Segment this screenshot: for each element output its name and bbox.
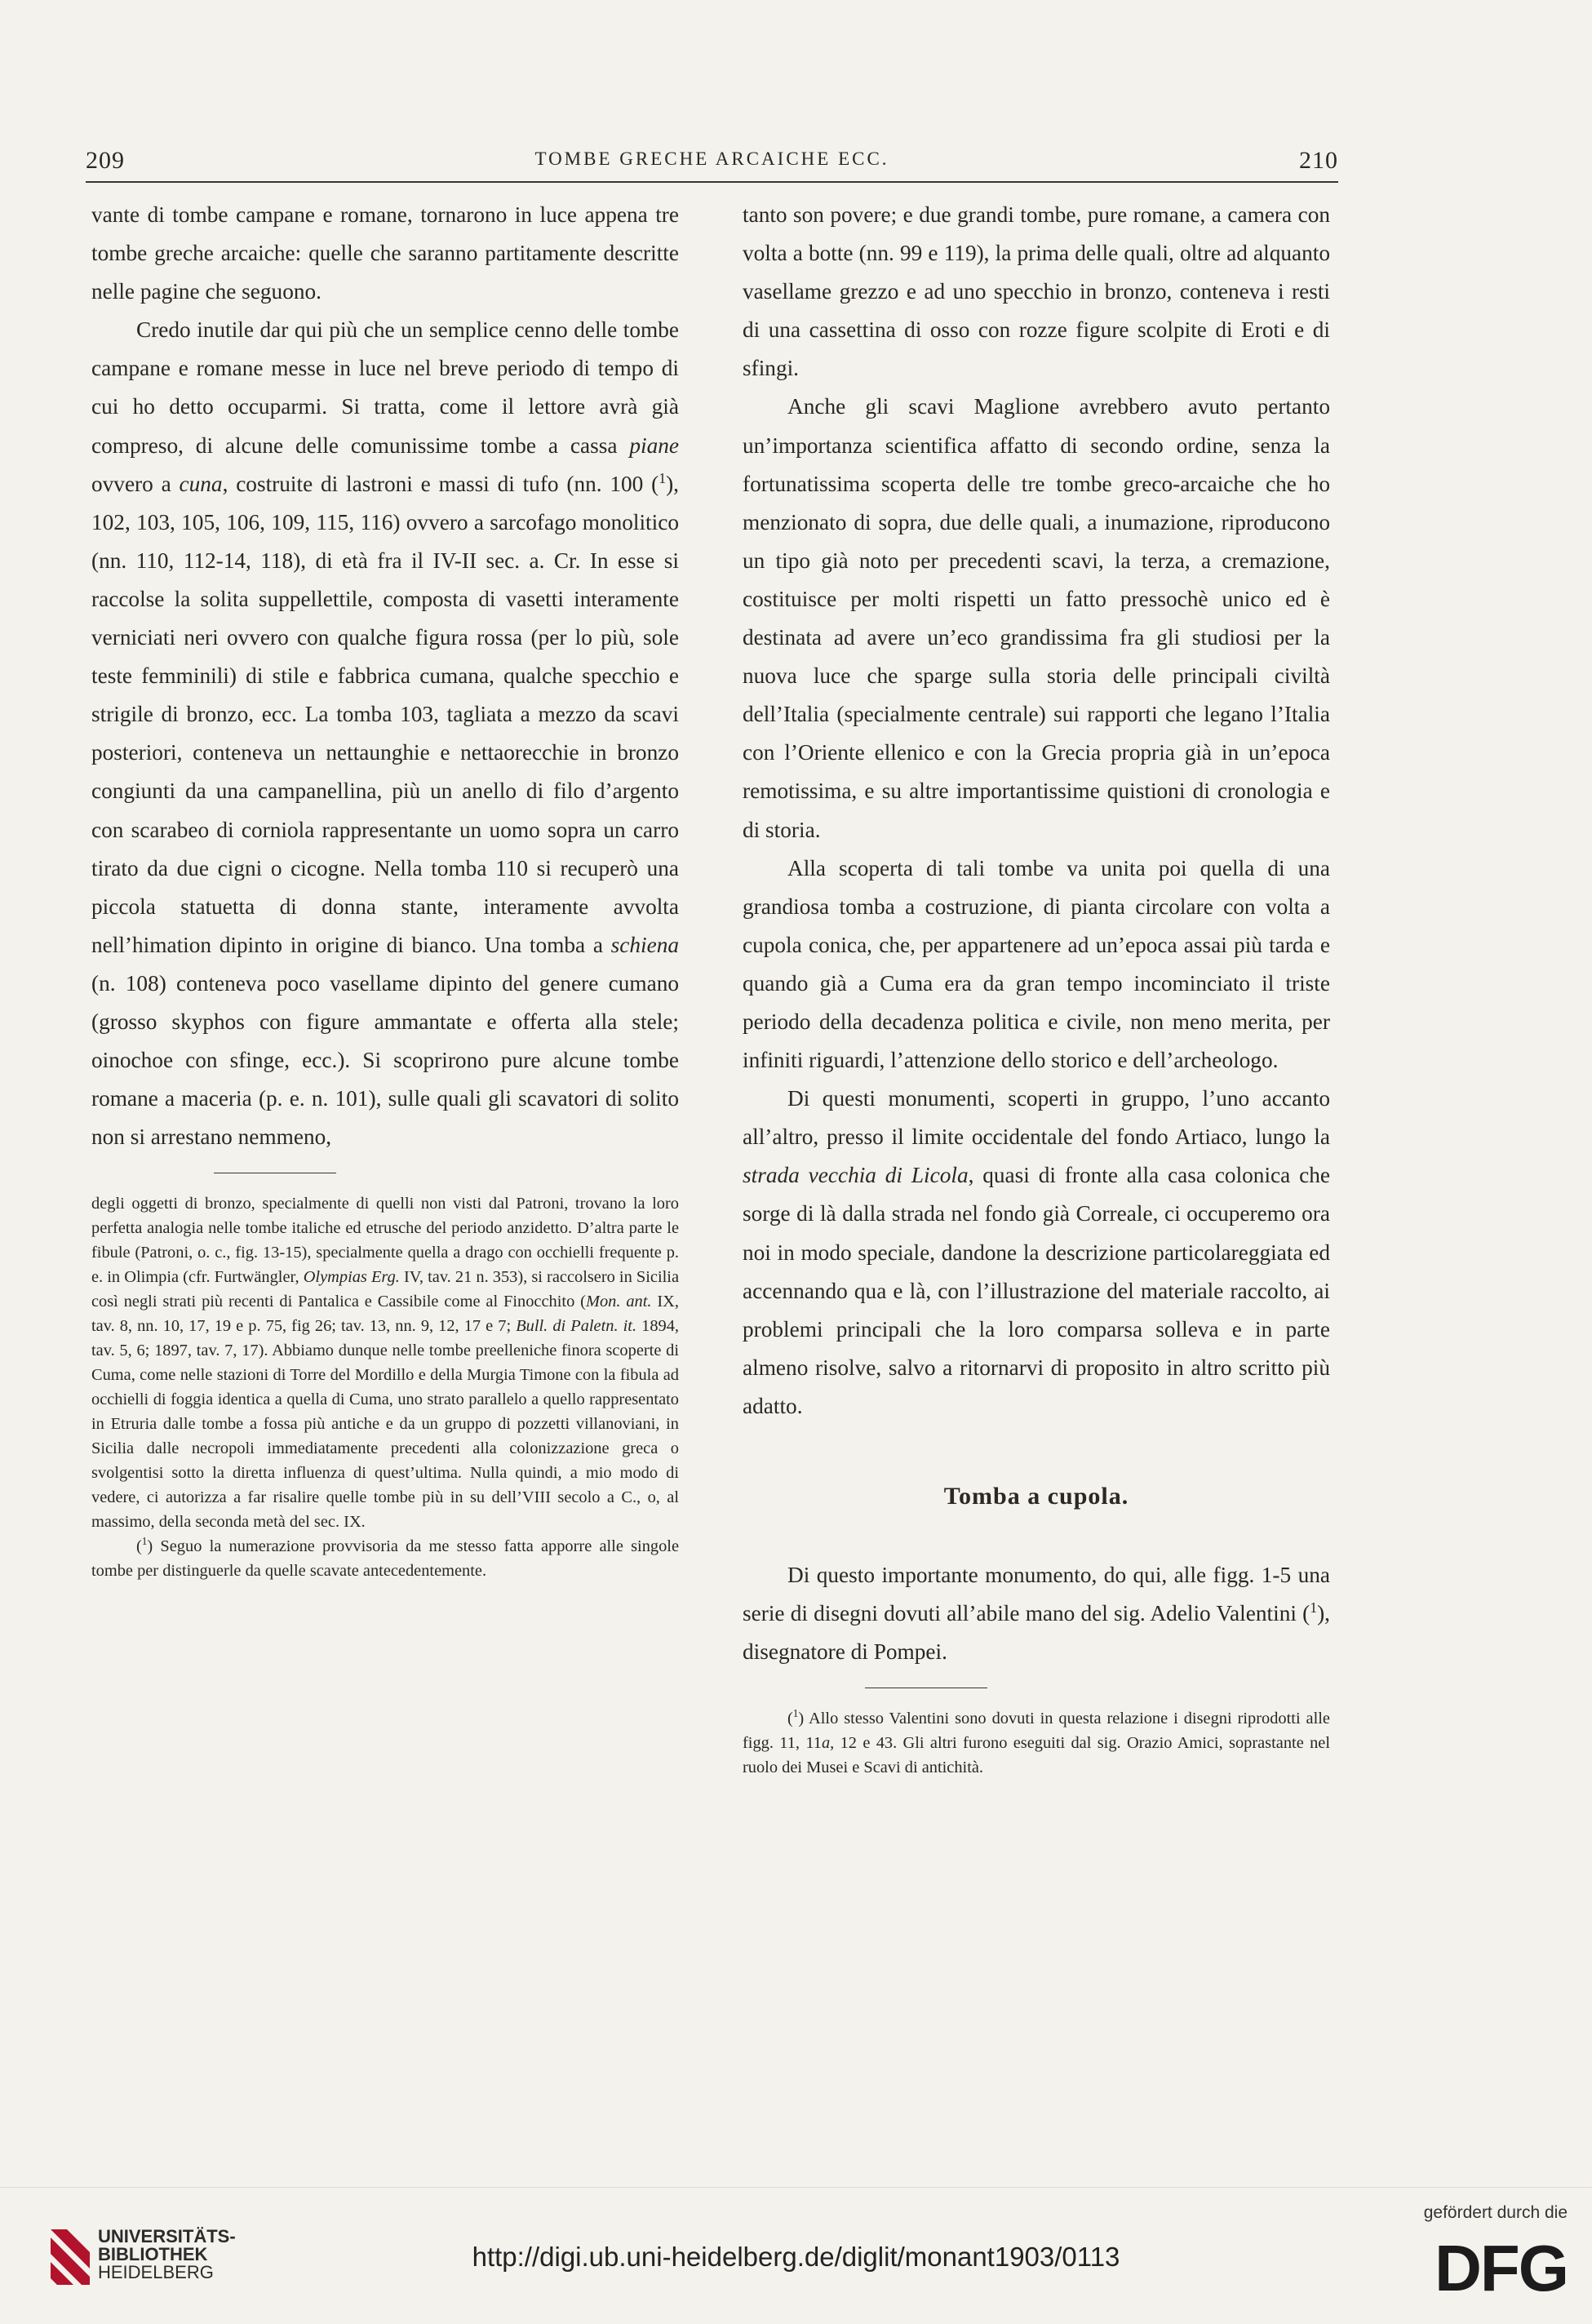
- permalink-url[interactable]: http://digi.ub.uni-heidelberg.de/diglit/monant1903/0113: [472, 2242, 1120, 2272]
- right-column: [743, 196, 1330, 1780]
- dfg-logo: DFG: [1435, 2232, 1568, 2304]
- right-paragraph-5: Di questo importante monumento, do qui, alle figg. 1-5 una serie di disegni dovuti all’abile mano del sig. Adelio Valentini ($^1$), disegnatore di Pompei.: [743, 1563, 1330, 1665]
- section-heading: Tomba a cupola.: [943, 1483, 1129, 1510]
- footnote-right: ($^1$) Allo stesso Valentini sono dovuti in questa relazione i disegni riprodotti alle figg. 11, 11a, 12 e 43. Gli altri furono eseguiti dal sig. Orazio Amici, soprastante nel ruolo dei Musei e Scavi di antichità.: [743, 1707, 1330, 1777]
- left-column: [91, 196, 679, 1583]
- right-paragraph-1: tanto son povere; e due grandi tombe, pure romane, a camera con volta a botte (nn. 99 e 119), la prima delle quali, oltre ad alquanto vasellame grezzo e ad uno specchio in bronzo, conteneva i resti di una cassettina di osso con rozze figure scolpite di Eroti e di sfingi.: [743, 202, 1330, 381]
- left-paragraph-2: Credo inutile dar qui più che un semplice cenno delle tombe campane e romane messe in luce nel breve periodo di tempo di cui ho detto occuparmi. Si tratta, come il lettore avrà già compreso, di alcune delle comunissime tombe a cassa piane ovvero a cuna, costruite di lastroni e massi di tufo (nn. 100 ($^1$), 102, 103, 105, 106, 109, 115, 116) ovvero a sarcofago monolitico (nn. 110, 112-14, 118), di età fra il IV-II sec. a. Cr. In esse si raccolse la solita suppellettile, composta di vasetti interamente verniciati neri ovvero con qualche figura rossa (per lo più, sole teste femminili) di stile e fabbrica cumana, qualche specchio e strigile di bronzo, ecc. La tomba 103, tagliata a mezzo da scavi posteriori, conteneva un nettaunghie e nettaorecchie in bronzo congiunti da una campanellina, più un anello di filo d’argento con scarabeo di corniola rappresentante un uomo sopra un carro tirato da due cigni o cicogne. Nella tomba 110 si recuperò una piccola statuetta di donna stante, interamente avvolta nell’himation dipinto in origine di bianco. Una tomba a schiena (n. 108) conteneva poco vasellame dipinto del genere cumano (grosso skyphos con figure ammantate e offerta alla stele; oinochoe con sfinge, ecc.). Si scoprirono pure alcune tombe romane a maceria (p. e. n. 101), sulle quali gli scavatori di solito non si arrestano nemmeno,: [91, 317, 679, 1150]
- footnote-1: ($^1$) Seguo la numerazione provvisoria da me stesso fatta apporre alle singole tombe per distinguerle da quelle scavate antecedentemente.: [91, 1535, 679, 1581]
- right-paragraph-3: Alla scoperta di tali tombe va unita poi quella di una grandiosa tomba a costruzione, di pianta circolare con volta a cupola conica, che, per appartenere ad un’epoca assai più tarda e quando già a Cuma era da gran tempo incominciato il triste periodo della decadenza politica e civile, non meno merita, per infiniti riguardi, l’attenzione dello storico e dell’archeologo.: [743, 855, 1330, 1073]
- right-paragraph-2: Anche gli scavi Maglione avrebbero avuto pertanto un’importanza scientifica affatto di secondo ordine, senza la fortunatissima scoperta delle tre tombe greco-arcaiche che ho menzionato di sopra, due delle quali, a inumazione, riproducono un tipo già noto per precedenti scavi, la terza, a cremazione, costituisce per molti rispetti un fatto pressochè unico ed è destinata ad avere un’eco grandissima fra gli studiosi per la nuova luce che sparge sulla storia delle principali civiltà dell’Italia (specialmente centrale) sui rapporti che legano l’Italia con l’Oriente ellenico e con la Grecia propria già in un’epoca remotissima, e su altre importantissime quistioni di cronologia e di storia.: [743, 394, 1330, 842]
- footnote-continued: degli oggetti di bronzo, specialmente di quelli non visti dal Patroni, trovano la loro perfetta analogia nelle tombe italiche ed etrusche del periodo anzidetto. D’altra parte le fibule (Patroni, o. c., fig. 13-15), specialmente quella a drago con occhielli frequente p. e. in Olimpia (cfr. Furtwängler, Olympias Erg. IV, tav. 21 n. 353), si raccolsero in Sicilia così negli strati più recenti di Pantalica e Cassibile come al Finocchito (Mon. ant. IX, tav. 8, nn. 10, 17, 19 e p. 75, fig 26; tav. 13, nn. 9, 12, 17 e 7; Bull. di Paletn. it. 1894, tav. 5, 6; 1897, tav. 7, 17). Abbiamo dunque nelle tombe preelleniche finora scoperte di Cuma, come nelle stazioni di Torre del Mordillo e della Murgia Timone con la fibula ad occhielli di foggia identica a quella di Cuma, uno strato parallelo a quello rappresentato in Etruria dalle tombe a fossa più antiche e da un gruppo di pozzetti villanoviani, in Sicilia dalle necropoli immediatamente precedenti alla colonizzazione greca o svolgentisi sotto la diretta influenza di quest’ultima. Nulla quindi, a mio modo di vedere, ci autorizza a far risalire quelle tombe più in su dell’VIII secolo a C., o, al massimo, della seconda metà del sec. IX.: [91, 1195, 680, 1532]
- running-title: TOMBE GRECHE ARCAICHE ECC.: [534, 149, 889, 169]
- library-name: UNIVERSITÄTS- BIBLIOTHEK HEIDELBERG: [98, 2226, 236, 2282]
- page-number-right: 210: [1299, 147, 1338, 174]
- funding-caption: gefördert durch die: [1423, 2203, 1568, 2222]
- header-rule: [86, 181, 1338, 183]
- running-header: [86, 147, 1338, 180]
- right-paragraph-4: Di questi monumenti, scoperti in gruppo, l’uno accanto all’altro, presso il limite occidentale del fondo Artiaco, lungo la strada vecchia di Licola, quasi di fronte alla casa colonica che sorge di là dalla strada nel fondo già Correale, ci occuperemo ora noi in modo speciale, dandone la descrizione particolareggiata ed accennando qua e là, con l’illustrazione del materiale raccolto, ai problemi principali che la loro comparsa solleva e in parte almeno risolve, salvo a ritornarvi di proposito in altro scritto più adatto.: [743, 1086, 1330, 1418]
- left-paragraph-1: vante di tombe campane e romane, tornarono in luce appena tre tombe greche arcaiche: quelle che saranno partitamente descritte nelle pagine che seguono.: [91, 202, 679, 304]
- page-number-left: 209: [86, 147, 125, 174]
